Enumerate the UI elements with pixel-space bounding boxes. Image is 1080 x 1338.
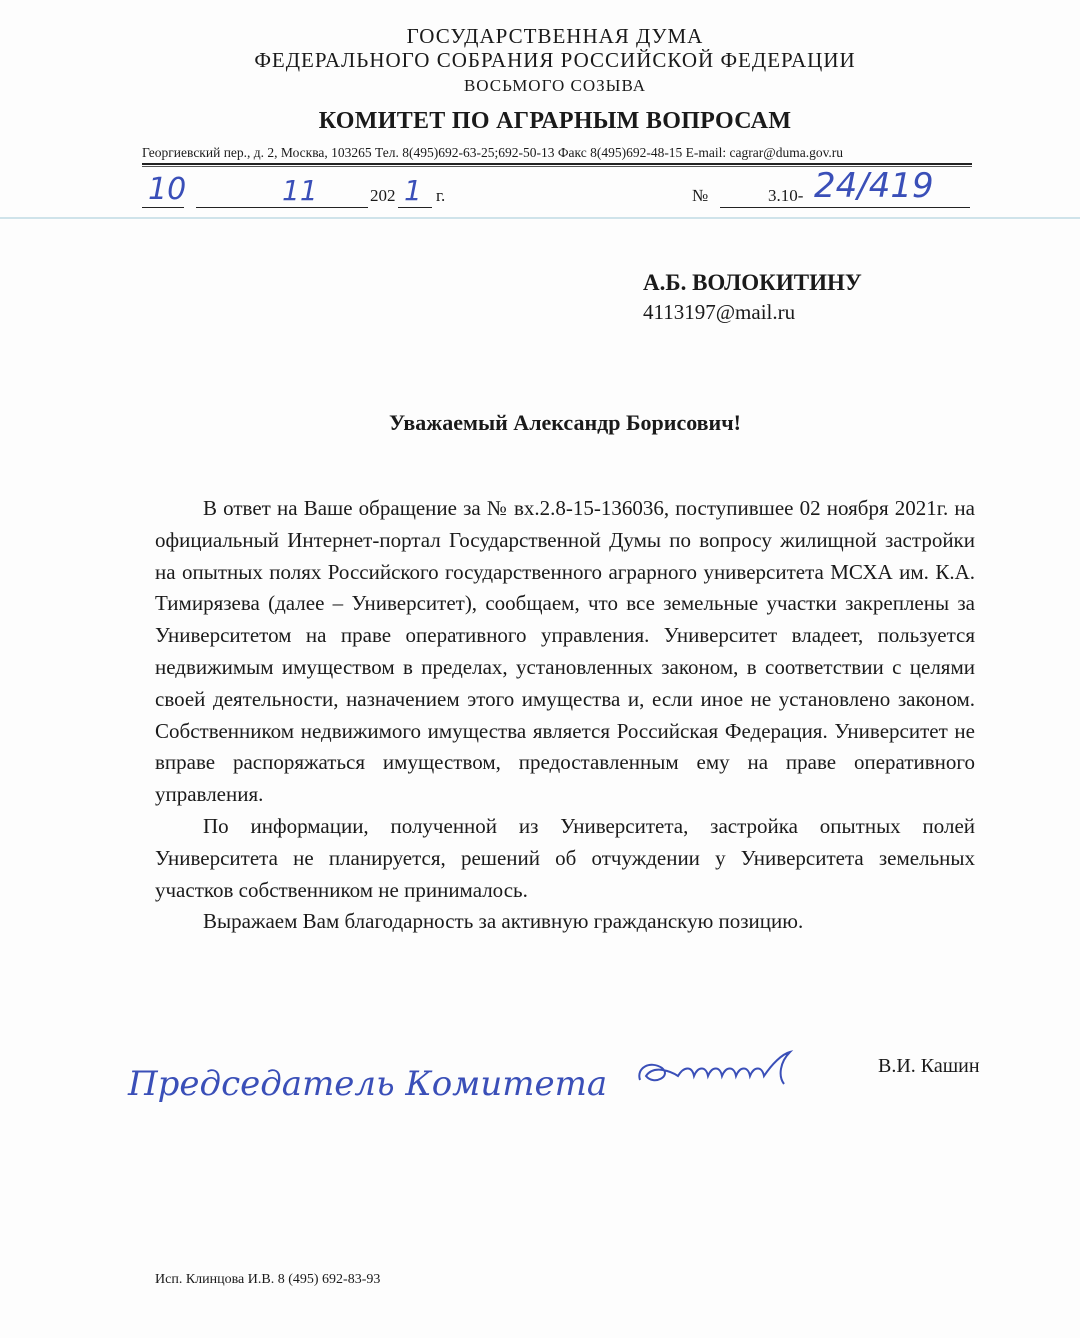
- number-line: [720, 207, 970, 208]
- date-year-printed: 202: [370, 186, 396, 205]
- number-hand: 24/419: [814, 166, 934, 206]
- body-paragraph: По информации, полученной из Университета, застройка опытных полей Университета не планируется, решений об отчуждении у Университета земельных участков собственником не принималось.: [155, 813, 975, 902]
- body-paragraph: В ответ на Ваше обращение за № вх.2.8-15-136036, поступившее 02 ноября 2021г. на официальный Интернет-портал Государственной Думы по вопросу жилищной застройки на опытных полях Российского государственного аграрного университета МСХА им. К.А. Тимирязева (далее – Университет), сообщаем, что все земельные участки закреплены за Университетом на праве оперативного управления. Университет владеет, пользуется недвижимым имуществом в пределах, установленных законом, в соответствии с целями своей деятельности, назначением этого имущества и, если иное не установлено законом. Собственником недвижимого имущества является Российская Федерация. Университет не вправе распоряжаться имуществом, предоставленным ему на праве оперативного управления.: [155, 496, 975, 807]
- greeting: Уважаемый Александр Борисович!: [389, 410, 741, 435]
- date-month-line: [196, 207, 368, 208]
- signature-scribble: [632, 1046, 807, 1094]
- executor-contact: Исп. Клинцова И.В. 8 (495) 692-83-93: [155, 1272, 381, 1287]
- date-day: 10: [148, 172, 187, 207]
- header-line-3: ВОСЬМОГО СОЗЫВА: [463, 76, 647, 95]
- date-month: 11: [282, 174, 318, 207]
- header-divider: [0, 217, 1080, 219]
- recipient-name: А.Б. ВОЛОКИТИНУ: [643, 270, 862, 295]
- date-day-line: [142, 207, 184, 208]
- committee-title: КОМИТЕТ ПО АГРАРНЫМ ВОПРОСАМ: [318, 108, 792, 134]
- recipient-email: 4113197@mail.ru: [643, 300, 796, 324]
- date-year-line: [398, 207, 432, 208]
- number-label: №: [692, 186, 709, 205]
- date-year-hand: 1: [404, 174, 422, 207]
- number-prefix: 3.10-: [768, 186, 804, 205]
- header-line-1: ГОСУДАРСТВЕННАЯ ДУМА: [406, 24, 704, 48]
- date-year-suffix: г.: [436, 186, 446, 205]
- signatory-name: В.И. Кашин: [878, 1055, 980, 1077]
- committee-address: Георгиевский пер., д. 2, Москва, 103265 Тел. 8(495)692-63-25;692-50-13 Факс 8(495)692-48-15 E-mail: cagrar@duma.gov.ru: [142, 145, 972, 165]
- handwritten-signatory-title: Председатель Комитета: [128, 1064, 608, 1104]
- body-paragraph: Выражаем Вам благодарность за активную гражданскую позицию.: [203, 909, 804, 934]
- letter-body: [155, 493, 975, 938]
- header-line-2: ФЕДЕРАЛЬНОГО СОБРАНИЯ РОССИЙСКОЙ ФЕДЕРАЦИИ: [254, 48, 856, 72]
